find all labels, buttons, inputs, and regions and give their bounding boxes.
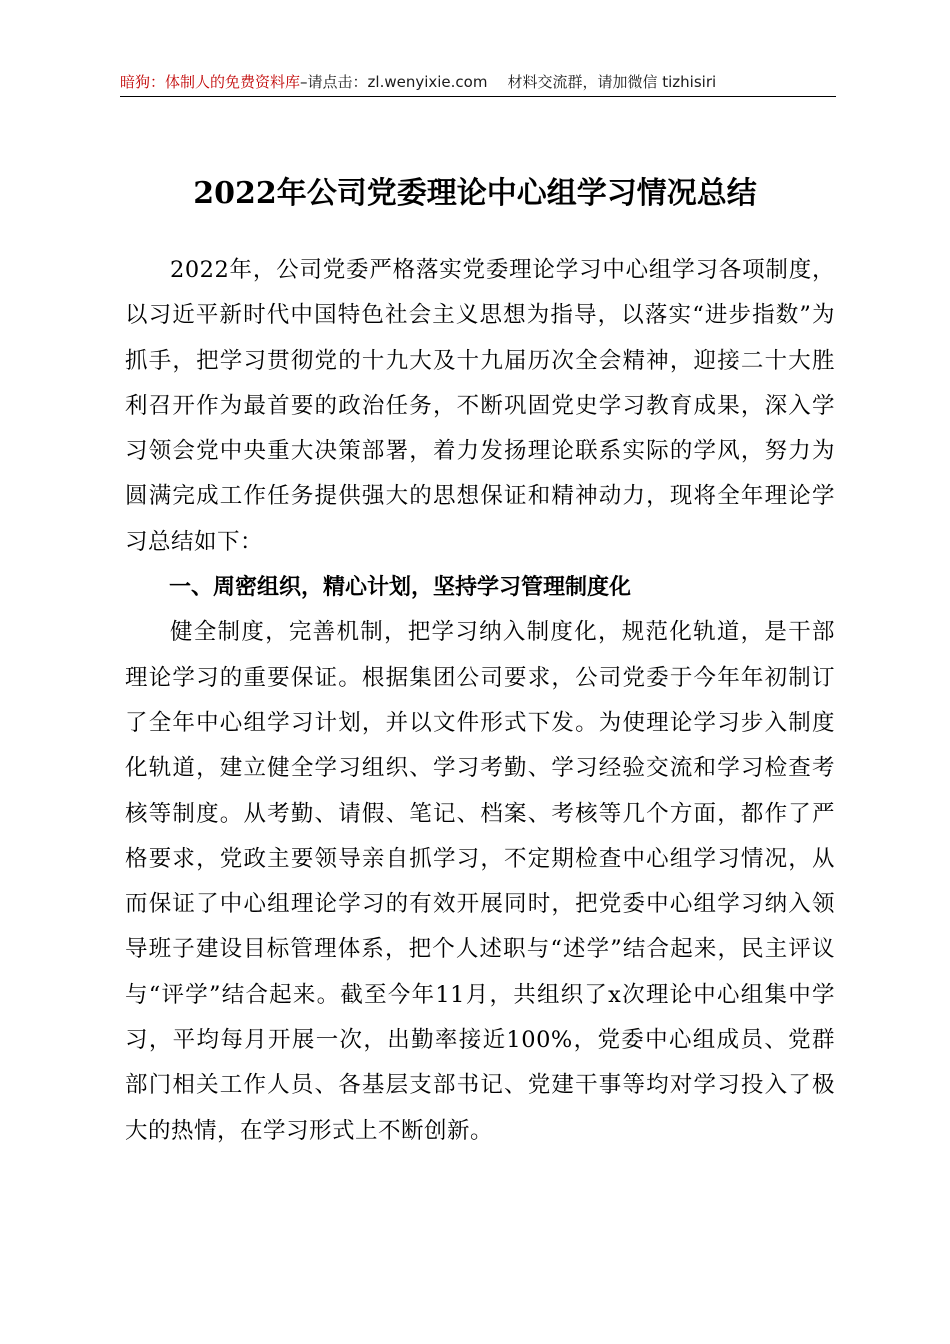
document-title: 2022年公司党委理论中心组学习情况总结 [193, 176, 757, 211]
page-header [120, 70, 836, 94]
section-paragraph: 健全制度，完善机制，把学习纳入制度化，规范化轨道，是干部理论学习的重要保证。根据集团公司要求，公司党委于今年年初制订了全年中心组学习计划，并以文件形式下发。为使理论学习步入制度化轨道，建立健全学习组织、学习考勤、学习经验交流和学习检查考核等制度。从考勤、请假、笔记、档案、考核等几个方面，都作了严格要求，党政主要领导亲自抓学习，不定期检查中心组学习情况，从而保证了中心组理论学习的有效开展同时，把党委中心组学习纳入领导班子建设目标管理体系，把个人述职与“述学”结合起来，民主评议与“评学”结合起来。截至今年11月，共组织了x次理论中心组集中学习，平均每月开展一次，出勤率接近100%，党委中心组成员、党群部门相关工作人员、各基层支部书记、党建干事等均对学习投入了极大的热情，在学习形式上不断创新。 [125, 619, 835, 1144]
intro-paragraph: 2022年，公司党委严格落实党委理论学习中心组学习各项制度，以习近平新时代中国特色社会主义思想为指导，以落实“进步指数”为抓手，把学习贯彻党的十九大及十九届历次全会精神，迎接二十大胜利召开作为最首要的政治任务，不断巩固党史学习教育成果，深入学习领会党中央重大决策部署，着力发扬理论联系实际的学风，努力为圆满完成工作任务提供强大的思想保证和精神动力，现将全年理论学习总结如下： [125, 257, 835, 555]
header-contact: 材料交流群，请加微信 tizhisiri [507, 73, 717, 91]
section-heading: 一、周密组织，精心计划，坚持学习管理制度化 [169, 575, 632, 601]
header-site-name: 暗狗：体制人的免费资料库 [120, 73, 301, 91]
header-divider [120, 96, 836, 97]
header-prompt: –请点击： [300, 73, 368, 91]
header-url-link[interactable]: zl.wenyixie.com [367, 73, 488, 91]
document-body [125, 248, 835, 1154]
